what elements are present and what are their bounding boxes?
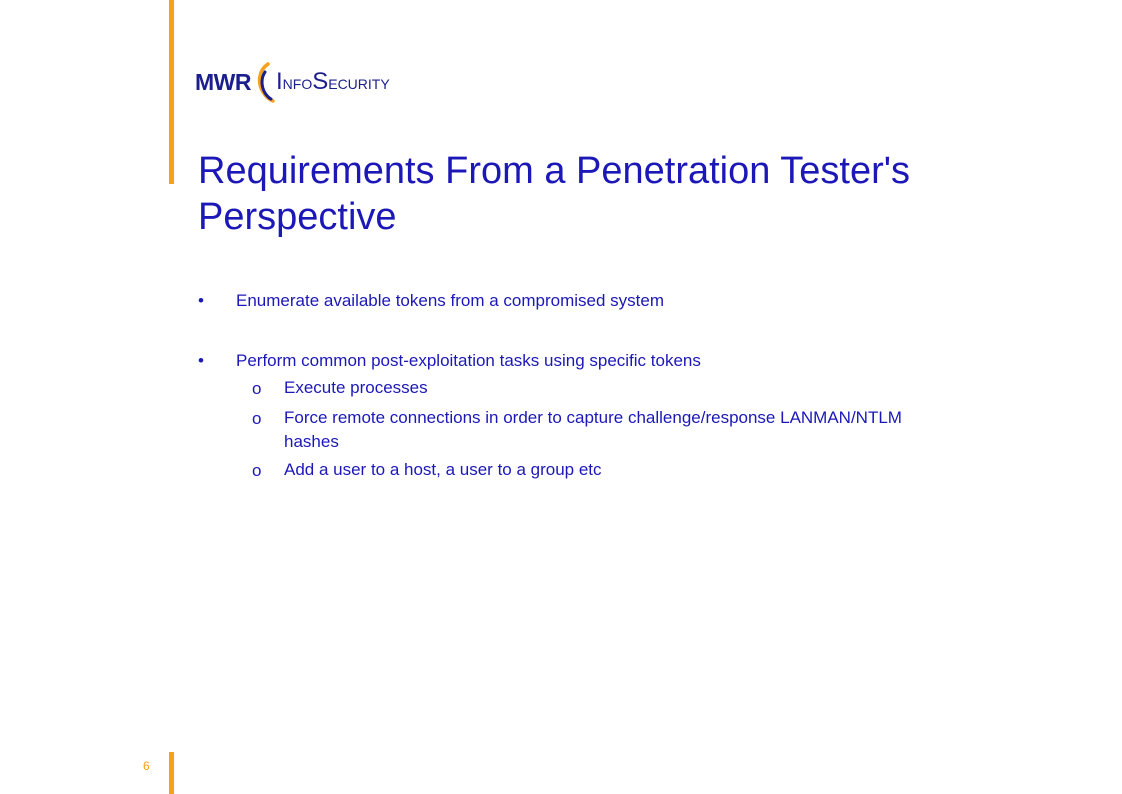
bullet-item [198, 348, 1078, 374]
sub-bullet-item [252, 458, 1078, 484]
sub-bullet-text: Force remote connections in order to capture challenge/response LANMAN/NTLM hashes [284, 408, 902, 451]
logo-mwr-text: MWR [195, 68, 251, 95]
sub-bullet-text: Add a user to a host, a user to a group etc [284, 460, 602, 479]
sub-bullet-item [252, 376, 1078, 402]
accent-bar-top [169, 0, 174, 184]
bullet-text: Perform common post-exploitation tasks using specific tokens [236, 351, 701, 370]
bullet-marker: • [198, 351, 204, 370]
company-logo [195, 60, 390, 104]
sub-bullet-text: Execute processes [284, 378, 428, 397]
accent-bar-bottom [169, 752, 174, 794]
bullet-text: Enumerate available tokens from a compromised system [236, 291, 665, 310]
slide-body [198, 288, 1078, 484]
logo-infosecurity-text: InfoSecurity [275, 68, 390, 95]
logo-swoosh-icon [253, 60, 275, 104]
slide-title: Requirements From a Penetration Tester's Perspective [198, 150, 910, 238]
sub-bullet-marker: o [252, 409, 262, 428]
bullet-marker: • [198, 291, 204, 310]
page-number: 6 [143, 759, 150, 773]
sub-bullet-marker: o [252, 379, 262, 398]
sub-bullet-item [252, 406, 1078, 454]
sub-bullet-marker: o [252, 461, 262, 480]
bullet-item [198, 288, 1078, 314]
